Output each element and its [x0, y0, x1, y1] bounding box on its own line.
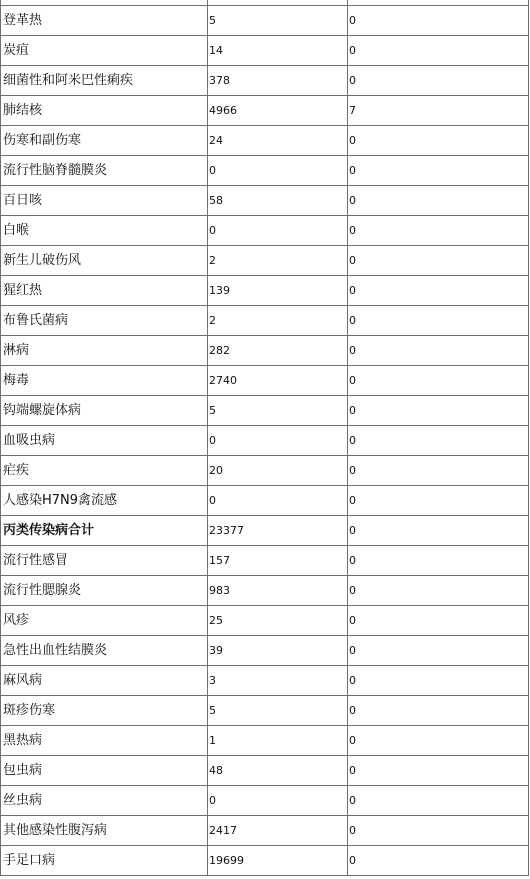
disease-name-cell: 丝虫病	[1, 786, 208, 816]
table-row	[1, 546, 529, 576]
disease-name-cell: 流行性脑脊髓膜炎	[1, 156, 208, 186]
death-count-cell: 0	[348, 426, 529, 456]
disease-name-cell: 猩红热	[1, 276, 208, 306]
death-count-cell: 0	[348, 546, 529, 576]
death-count-cell: 0	[348, 126, 529, 156]
case-count-cell: 14	[208, 36, 348, 66]
disease-name-cell: 细菌性和阿米巴性痢疾	[1, 66, 208, 96]
death-count-cell: 0	[348, 366, 529, 396]
case-count-cell: 19699	[208, 846, 348, 876]
table-row	[1, 726, 529, 756]
case-count-cell: 3	[208, 666, 348, 696]
disease-name-cell: 丙类传染病合计	[1, 516, 208, 546]
disease-name-cell: 流行性腮腺炎	[1, 576, 208, 606]
table-row	[1, 156, 529, 186]
table-row	[1, 606, 529, 636]
case-count-cell: 0	[208, 786, 348, 816]
death-count-cell: 0	[348, 396, 529, 426]
case-count-cell: 25	[208, 606, 348, 636]
death-count-cell: 0	[348, 276, 529, 306]
death-count-cell: 0	[348, 786, 529, 816]
case-count-cell: 983	[208, 576, 348, 606]
disease-name-cell: 新生儿破伤风	[1, 246, 208, 276]
table-row	[1, 846, 529, 876]
disease-name-cell: 炭疽	[1, 36, 208, 66]
death-count-cell: 7	[348, 96, 529, 126]
table-row	[1, 396, 529, 426]
death-count-cell: 0	[348, 336, 529, 366]
death-count-cell: 0	[348, 696, 529, 726]
case-count-cell: 157	[208, 546, 348, 576]
disease-name-cell: 包虫病	[1, 756, 208, 786]
death-count-cell: 0	[348, 756, 529, 786]
case-count-cell: 5	[208, 696, 348, 726]
death-count-cell: 0	[348, 156, 529, 186]
death-count-cell: 0	[348, 246, 529, 276]
disease-name-cell: 百日咳	[1, 186, 208, 216]
case-count-cell: 378	[208, 66, 348, 96]
disease-name-cell: 斑疹伤寒	[1, 696, 208, 726]
disease-name-cell: 手足口病	[1, 846, 208, 876]
table-row	[1, 126, 529, 156]
table-row	[1, 186, 529, 216]
table-row	[1, 636, 529, 666]
death-count-cell: 0	[348, 816, 529, 846]
case-count-cell: 0	[208, 426, 348, 456]
table-row	[1, 306, 529, 336]
disease-name-cell: 登革热	[1, 6, 208, 36]
table-row	[1, 96, 529, 126]
death-count-cell: 0	[348, 6, 529, 36]
disease-name-cell: 其他感染性腹泻病	[1, 816, 208, 846]
disease-name-cell: 急性出血性结膜炎	[1, 636, 208, 666]
table-row	[1, 516, 529, 546]
table-row	[1, 816, 529, 846]
table-row	[1, 786, 529, 816]
case-count-cell: 5	[208, 396, 348, 426]
case-count-cell: 20	[208, 456, 348, 486]
case-count-cell: 58	[208, 186, 348, 216]
case-count-cell: 0	[208, 486, 348, 516]
disease-name-cell: 黑热病	[1, 726, 208, 756]
table-row	[1, 576, 529, 606]
disease-name-cell: 白喉	[1, 216, 208, 246]
case-count-cell: 24	[208, 126, 348, 156]
case-count-cell: 2740	[208, 366, 348, 396]
death-count-cell: 0	[348, 306, 529, 336]
death-count-cell: 0	[348, 36, 529, 66]
disease-name-cell: 淋病	[1, 336, 208, 366]
table-row	[1, 696, 529, 726]
case-count-cell: 282	[208, 336, 348, 366]
disease-name-cell: 人感染H7N9禽流感	[1, 486, 208, 516]
death-count-cell: 0	[348, 186, 529, 216]
case-count-cell: 139	[208, 276, 348, 306]
table-row	[1, 6, 529, 36]
case-count-cell: 4966	[208, 96, 348, 126]
death-count-cell: 0	[348, 456, 529, 486]
disease-name-cell: 梅毒	[1, 366, 208, 396]
table-row	[1, 276, 529, 306]
table-row	[1, 336, 529, 366]
case-count-cell: 23377	[208, 516, 348, 546]
case-count-cell: 0	[208, 156, 348, 186]
table-row	[1, 36, 529, 66]
death-count-cell: 0	[348, 576, 529, 606]
death-count-cell: 0	[348, 846, 529, 876]
case-count-cell: 0	[208, 216, 348, 246]
death-count-cell: 0	[348, 636, 529, 666]
death-count-cell: 0	[348, 66, 529, 96]
death-count-cell: 0	[348, 216, 529, 246]
death-count-cell: 0	[348, 726, 529, 756]
case-count-cell: 5	[208, 6, 348, 36]
death-count-cell: 0	[348, 516, 529, 546]
case-count-cell: 39	[208, 636, 348, 666]
disease-name-cell: 钩端螺旋体病	[1, 396, 208, 426]
table-row	[1, 426, 529, 456]
disease-name-cell: 肺结核	[1, 96, 208, 126]
table-row	[1, 246, 529, 276]
death-count-cell: 0	[348, 486, 529, 516]
disease-name-cell: 流行性感冒	[1, 546, 208, 576]
case-count-cell: 2	[208, 246, 348, 276]
death-count-cell: 0	[348, 606, 529, 636]
case-count-cell: 1	[208, 726, 348, 756]
disease-name-cell: 风疹	[1, 606, 208, 636]
case-count-cell: 2417	[208, 816, 348, 846]
case-count-cell: 2	[208, 306, 348, 336]
death-count-cell: 0	[348, 666, 529, 696]
case-count-cell: 48	[208, 756, 348, 786]
table-row	[1, 456, 529, 486]
table-row	[1, 66, 529, 96]
table-body	[1, 0, 529, 876]
table-row	[1, 486, 529, 516]
disease-name-cell: 布鲁氏菌病	[1, 306, 208, 336]
table-row	[1, 666, 529, 696]
disease-name-cell: 血吸虫病	[1, 426, 208, 456]
table-row	[1, 756, 529, 786]
table-row	[1, 216, 529, 246]
disease-name-cell: 麻风病	[1, 666, 208, 696]
table-row	[1, 366, 529, 396]
disease-name-cell: 疟疾	[1, 456, 208, 486]
disease-name-cell: 伤寒和副伤寒	[1, 126, 208, 156]
